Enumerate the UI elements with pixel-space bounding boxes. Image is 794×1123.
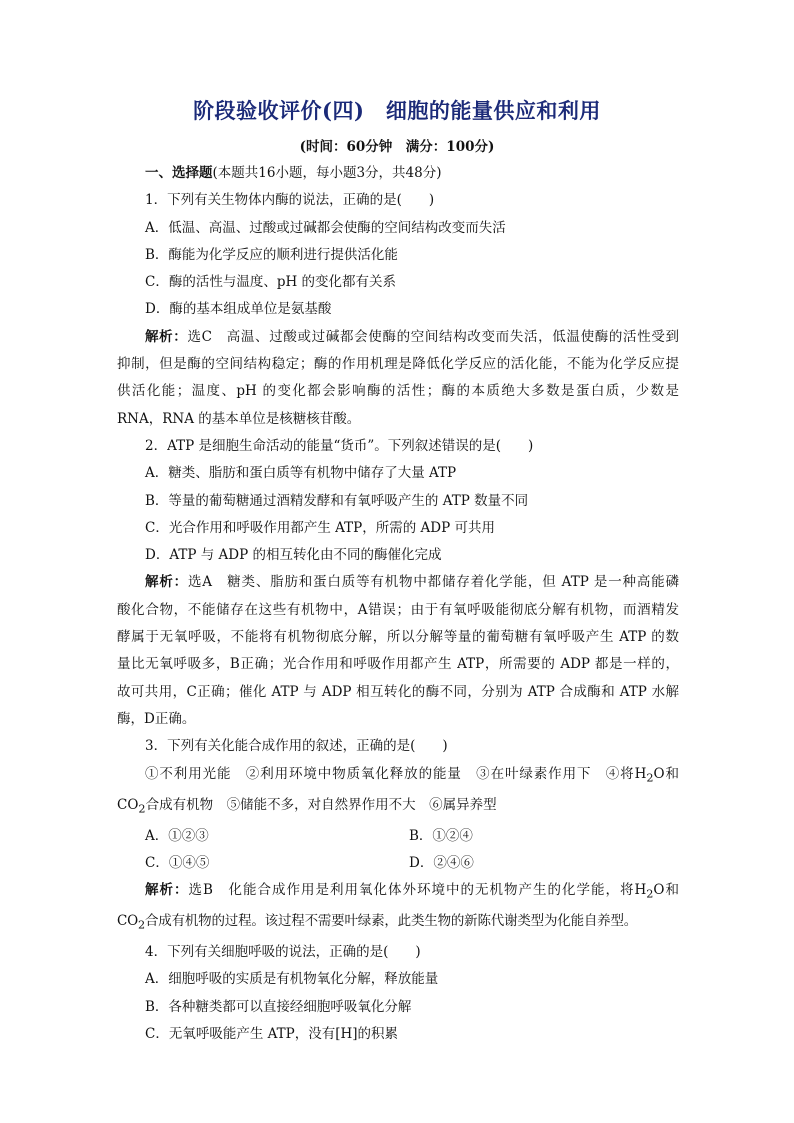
question-3-option-b: B．①②④	[409, 827, 473, 844]
question-1-analysis-line: 供活化能；温度、pH 的变化都会影响酶的活性；酶的本质绝大多数是蛋白质，少数是	[117, 383, 679, 400]
analysis-text: O和	[653, 882, 679, 899]
question-1-option-d: D．酶的基本组成单位是氨基酸	[145, 301, 332, 318]
analysis-text: 选A 糖类、脂肪和蛋白质等有机物中都储存着化学能，但 ATP 是一种高能磷	[187, 574, 679, 591]
question-3-option-d: D．②④⑥	[409, 854, 474, 871]
question-2-stem: 2．ATP 是细胞生命活动的能量“货币”。下列叙述错误的是( )	[145, 437, 534, 454]
subscript: 2	[138, 918, 145, 932]
question-1-option-b: B．酶能为化学反应的顺利进行提供活化能	[145, 246, 398, 263]
analysis-label: 解析：	[145, 328, 188, 345]
question-1-analysis-line: 抑制，但是酶的空间结构稳定；酶的作用机理是降低化学反应的活化能，不能为化学反应提	[117, 356, 679, 373]
analysis-text: 合成有机物的过程。该过程不需要叶绿素，此类生物的新陈代谢类型为化能自养型。	[144, 913, 638, 930]
question-3-options-row	[117, 850, 679, 877]
question-2-analysis-line: 酸化合物，不能储存在这些有机物中，A错误；由于有氧呼吸能彻底分解有机物，而酒精发	[117, 601, 679, 618]
question-1-analysis-line	[117, 324, 679, 351]
question-3-analysis-line	[117, 877, 679, 908]
question-3-option-a: A．①②③	[145, 827, 209, 844]
question-3-option-c: C．①④⑤	[145, 854, 210, 871]
analysis-text: 选B 化能合成作用是利用氧化体外环境中的无机物产生的化学能，将H	[188, 882, 647, 899]
analysis-text: 选C 高温、过酸或过碱都会使酶的空间结构改变而失活，低温使酶的活性受到	[187, 328, 679, 345]
analysis-label: 解析：	[145, 574, 188, 591]
items-text: O和	[653, 765, 679, 782]
question-2-analysis-line	[117, 569, 679, 596]
subscript: 2	[646, 771, 654, 785]
question-4-stem: 4．下列有关细胞呼吸的说法，正确的是( )	[145, 944, 421, 961]
question-2-analysis-line: 量比无氧呼吸多，B正确；光合作用和呼吸作用都产生 ATP，所需要的 ADP 都是一样的，	[117, 656, 679, 673]
items-text: CO	[117, 796, 139, 813]
question-4-option-b: B．各种糖类都可以直接经细胞呼吸氧化分解	[145, 998, 412, 1015]
question-2-analysis-line: 酵属于无氧呼吸，不能将有机物彻底分解，所以分解等量的葡萄糖有氧呼吸产生 ATP 的数	[117, 629, 679, 646]
question-2-option-a: A．糖类、脂肪和蛋白质等有机物中储存了大量 ATP	[145, 465, 457, 482]
question-1-analysis-line: RNA，RNA 的基本单位是核糖核苷酸。	[117, 410, 361, 427]
question-2-option-c: C．光合作用和呼吸作用都产生 ATP，所需的 ADP 可共用	[145, 519, 495, 536]
question-2-option-d: D．ATP 与 ADP 的相互转化由不同的酶催化完成	[145, 547, 442, 564]
question-2-analysis-line: 酶，D正确。	[117, 710, 196, 727]
section-heading-label: 一、选择题	[145, 165, 213, 181]
question-3-options-row	[117, 823, 679, 850]
question-3-items-line	[117, 792, 679, 823]
analysis-text: CO	[117, 913, 138, 930]
question-3-analysis-line	[117, 908, 679, 939]
page-title: 阶段验收评价(四) 细胞的能量供应和利用	[193, 98, 601, 123]
section-heading	[117, 160, 679, 187]
question-1-option-a: A．低温、高温、过酸或过碱都会使酶的空间结构改变而失活	[145, 219, 506, 236]
question-2-option-b: B．等量的葡萄糖通过酒精发酵和有氧呼吸产生的 ATP 数量不同	[145, 492, 529, 509]
items-text: 合成有机物 ⑤储能不多，对自然界作用不大 ⑥属异养型	[145, 796, 497, 813]
question-3-items-line	[117, 761, 679, 792]
section-note: (本题共16小题，每小题3分，共48分)	[212, 165, 442, 181]
question-1-stem: 1．下列有关生物体内酶的说法，正确的是( )	[145, 192, 435, 209]
items-text: ①不利用光能 ②利用环境中物质氧化释放的能量 ③在叶绿素作用下 ④将H	[145, 765, 647, 782]
question-2-analysis-line: 故可共用，C正确；催化 ATP 与 ADP 相互转化的酶不同，分别为 ATP 合成酶和 ATP 水解	[117, 683, 679, 700]
question-4-option-c: C．无氧呼吸能产生 ATP，没有[H]的积累	[145, 1025, 399, 1042]
question-4-option-a: A．细胞呼吸的实质是有机物氧化分解，释放能量	[145, 971, 439, 988]
question-3-stem: 3．下列有关化能合成作用的叙述，正确的是( )	[145, 738, 448, 755]
question-1-option-c: C．酶的活性与温度、pH 的变化都有关系	[145, 274, 397, 291]
analysis-label: 解析：	[145, 882, 189, 899]
exam-content	[117, 160, 679, 1048]
subscript: 2	[646, 887, 654, 901]
exam-time-score: (时间：60分钟 满分：100分)	[299, 139, 495, 155]
subscript: 2	[138, 802, 146, 816]
